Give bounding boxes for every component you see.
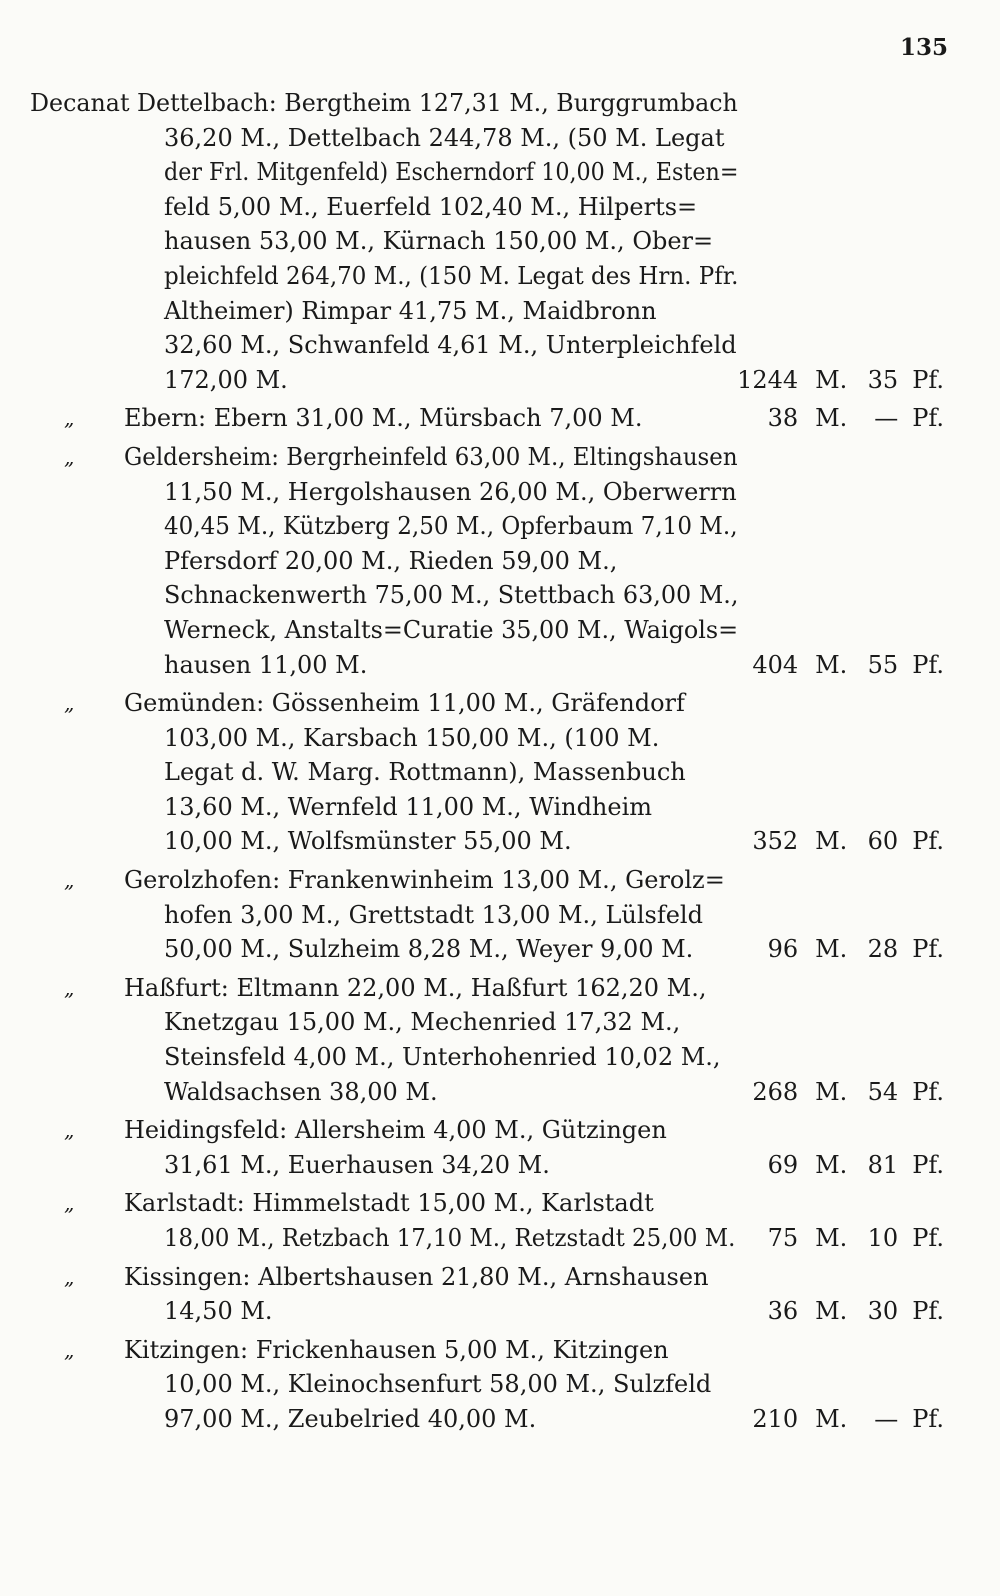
total-mark-unit: M.: [815, 365, 848, 394]
ditto-mark: „: [64, 1191, 75, 1216]
entry-heading-line: [0, 863, 1000, 898]
entry-heading-line: [0, 86, 1000, 121]
entry-text: 172,00 M.: [164, 365, 288, 394]
deanery-entry: [0, 1186, 1000, 1255]
total-pfennig-unit: Pf.: [912, 365, 944, 394]
ditto-mark: „: [64, 1337, 75, 1362]
total-pfennig-amount: 54: [867, 1077, 899, 1106]
entry-text: hausen 11,00 M.: [164, 650, 368, 679]
total-mark-amount: 404: [752, 650, 799, 679]
entry-text: Knetzgau 15,00 M., Mechenried 17,32 M.,: [164, 1008, 681, 1037]
entry-heading-line: [0, 1260, 1000, 1295]
total-pfennig-unit: Pf.: [912, 650, 944, 679]
entry-total: [734, 824, 944, 859]
total-pfennig-unit: Pf.: [912, 827, 944, 856]
entry-continuation-line: [0, 1148, 1000, 1183]
total-mark-amount: 210: [752, 1404, 799, 1433]
total-mark-unit: M.: [815, 1224, 848, 1252]
entry-text: hausen 53,00 M., Kürnach 150,00 M., Ober=: [164, 227, 714, 256]
entry-continuation-line: [0, 544, 1000, 579]
entry-continuation-line: [0, 721, 1000, 756]
entry-text: 32,60 M., Schwanfeld 4,61 M., Unterpleichfeld: [164, 331, 737, 360]
entry-text: Kissingen: Albertshausen 21,80 M., Arnshausen: [124, 1262, 709, 1291]
total-pfennig-amount: 60: [867, 827, 899, 856]
total-mark-unit: M.: [815, 935, 848, 964]
entry-continuation-line: [0, 932, 1000, 967]
entry-text: Pfersdorf 20,00 M., Rieden 59,00 M.,: [164, 546, 618, 575]
total-pfennig-amount: 55: [867, 650, 899, 679]
total-mark-amount: 38: [767, 404, 799, 433]
entry-continuation-line: [0, 1402, 1000, 1437]
entry-heading-line: [0, 971, 1000, 1006]
total-pfennig-amount: 28: [867, 935, 899, 964]
entry-continuation-line: [0, 363, 1000, 398]
deanery-entry: [0, 86, 1000, 397]
entry-heading-line: [0, 401, 1000, 436]
entry-total: [734, 1075, 944, 1110]
entry-continuation-line: [0, 259, 1000, 294]
page-number: 135: [899, 34, 948, 61]
entry-continuation-line: [0, 1367, 1000, 1402]
entry-text: feld 5,00 M., Euerfeld 102,40 M., Hilperts=: [164, 192, 698, 221]
entry-continuation-line: [0, 898, 1000, 933]
entry-continuation-line: [0, 755, 1000, 790]
entry-text: 50,00 M., Sulzheim 8,28 M., Weyer 9,00 M.: [164, 935, 694, 964]
entry-heading-line: [0, 1113, 1000, 1148]
entry-continuation-line: [0, 824, 1000, 859]
entry-heading-line: [0, 1333, 1000, 1368]
deanery-entry: [0, 863, 1000, 967]
entry-total: [734, 363, 944, 398]
entry-continuation-line: [0, 294, 1000, 329]
total-mark-amount: 1244: [737, 365, 799, 394]
ditto-mark: „: [64, 868, 75, 893]
total-mark-unit: M.: [815, 1077, 848, 1106]
entry-continuation-line: [0, 1040, 1000, 1075]
entry-text: 14,50 M.: [164, 1297, 273, 1326]
entry-text: Gemünden: Gössenheim 11,00 M., Gräfendorf: [124, 689, 685, 718]
deanery-entry: [0, 971, 1000, 1109]
entry-continuation-line: [0, 790, 1000, 825]
total-pfennig-amount: 10: [867, 1224, 899, 1252]
total-pfennig-unit: Pf.: [912, 1150, 944, 1179]
entry-total: [734, 401, 944, 436]
deanery-list: [0, 86, 1000, 1441]
total-mark-unit: M.: [815, 404, 848, 433]
entry-continuation-line: [0, 224, 1000, 259]
ditto-mark: „: [64, 406, 75, 431]
entry-text: Heidingsfeld: Allersheim 4,00 M., Gützingen: [124, 1116, 667, 1145]
entry-total: [734, 648, 944, 683]
entry-continuation-line: [0, 190, 1000, 225]
entry-text: Haßfurt: Eltmann 22,00 M., Haßfurt 162,20 M.,: [124, 973, 707, 1002]
entry-text: 11,50 M., Hergolshausen 26,00 M., Oberwerrn: [164, 477, 737, 506]
total-mark-unit: M.: [815, 1297, 848, 1326]
total-mark-unit: M.: [815, 1150, 848, 1179]
entry-heading-line: [0, 1186, 1000, 1221]
entry-text: Kitzingen: Frickenhausen 5,00 M., Kitzingen: [124, 1335, 669, 1364]
ditto-mark: „: [64, 691, 75, 716]
entry-text: 10,00 M., Wolfsmünster 55,00 M.: [164, 827, 572, 856]
ditto-mark: „: [64, 1118, 75, 1143]
total-pfennig-unit: Pf.: [912, 1404, 944, 1433]
total-mark-amount: 96: [767, 935, 799, 964]
entry-total: [734, 1148, 944, 1183]
total-mark-unit: M.: [815, 1404, 848, 1433]
entry-text: 13,60 M., Wernfeld 11,00 M., Windheim: [164, 792, 653, 821]
deanery-entry: [0, 440, 1000, 682]
entry-heading-line: [0, 686, 1000, 721]
entry-continuation-line: [0, 613, 1000, 648]
total-pfennig-unit: Pf.: [912, 935, 944, 964]
entry-text: 40,45 M., Kützberg 2,50 M., Opferbaum 7,10 M.,: [164, 512, 738, 541]
total-pfennig-amount: 30: [867, 1297, 899, 1326]
entry-text: 97,00 M., Zeubelried 40,00 M.: [164, 1404, 537, 1433]
deanery-entry: [0, 1333, 1000, 1437]
entry-text: Karlstadt: Himmelstadt 15,00 M., Karlstadt: [124, 1189, 654, 1218]
entry-text: Schnackenwerth 75,00 M., Stettbach 63,00 M.,: [164, 581, 739, 610]
total-pfennig-amount: 81: [867, 1150, 899, 1179]
entry-text: der Frl. Mitgenfeld) Escherndorf 10,00 M., Esten=: [164, 158, 739, 187]
entry-text: Waldsachsen 38,00 M.: [164, 1077, 438, 1106]
ditto-mark: „: [64, 444, 75, 469]
entry-continuation-line: [0, 578, 1000, 613]
entry-text: 10,00 M., Kleinochsenfurt 58,00 M., Sulzfeld: [164, 1370, 712, 1399]
entry-text: Gerolzhofen: Frankenwinheim 13,00 M., Gerolz=: [124, 866, 725, 895]
entry-continuation-line: [0, 648, 1000, 683]
entry-total: [734, 932, 944, 967]
deanery-entry: [0, 1113, 1000, 1182]
entry-continuation-line: [0, 1221, 1000, 1256]
entry-text: Werneck, Anstalts=Curatie 35,00 M., Waigols=: [164, 615, 739, 644]
entry-continuation-line: [0, 1294, 1000, 1329]
total-pfennig-amount: 35: [867, 365, 899, 394]
entry-text: 31,61 M., Euerhausen 34,20 M.: [164, 1150, 550, 1179]
entry-text: 36,20 M., Dettelbach 244,78 M., (50 M. Legat: [164, 123, 725, 152]
total-mark-amount: 36: [767, 1297, 799, 1326]
total-mark-amount: 69: [767, 1150, 799, 1179]
total-mark-unit: M.: [815, 827, 848, 856]
entry-continuation-line: [0, 1005, 1000, 1040]
total-mark-amount: 352: [752, 827, 799, 856]
entry-text: Decanat Dettelbach: Bergtheim 127,31 M., Burggrumbach: [30, 89, 738, 117]
entry-text: hofen 3,00 M., Grettstadt 13,00 M., Lülsfeld: [164, 900, 703, 929]
total-pfennig-amount: —: [874, 404, 899, 433]
total-pfennig-unit: Pf.: [912, 1077, 944, 1106]
entry-text: pleichfeld 264,70 M., (150 M. Legat des Hrn. Pfr.: [164, 261, 739, 290]
entry-text: 103,00 M., Karsbach 150,00 M., (100 M.: [164, 723, 660, 752]
entry-continuation-line: [0, 509, 1000, 544]
entry-text: Altheimer) Rimpar 41,75 M., Maidbronn: [164, 296, 657, 325]
ditto-mark: „: [64, 1264, 75, 1289]
entry-text: 18,00 M., Retzbach 17,10 M., Retzstadt 25,00 M.: [164, 1224, 736, 1252]
entry-continuation-line: [0, 1075, 1000, 1110]
entry-text: Ebern: Ebern 31,00 M., Mürsbach 7,00 M.: [124, 404, 643, 433]
deanery-entry: [0, 401, 1000, 436]
total-pfennig-unit: Pf.: [912, 1224, 944, 1252]
entry-total: [734, 1294, 944, 1329]
total-mark-unit: M.: [815, 650, 848, 679]
entry-continuation-line: [0, 328, 1000, 363]
ditto-mark: „: [64, 975, 75, 1000]
entry-total: [734, 1221, 944, 1256]
entry-text: Geldersheim: Bergrheinfeld 63,00 M., Eltingshausen: [124, 442, 738, 471]
entry-continuation-line: [0, 475, 1000, 510]
entry-continuation-line: [0, 155, 1000, 190]
total-mark-amount: 268: [752, 1077, 799, 1106]
entry-total: [734, 1402, 944, 1437]
entry-heading-line: [0, 440, 1000, 475]
total-pfennig-unit: Pf.: [912, 404, 944, 433]
total-pfennig-unit: Pf.: [912, 1297, 944, 1326]
entry-text: Legat d. W. Marg. Rottmann), Massenbuch: [164, 758, 686, 787]
total-pfennig-amount: —: [874, 1404, 899, 1433]
total-mark-amount: 75: [767, 1224, 799, 1252]
deanery-entry: [0, 686, 1000, 859]
entry-text: Steinsfeld 4,00 M., Unterhohenried 10,02 M.,: [164, 1043, 721, 1072]
entry-continuation-line: [0, 121, 1000, 156]
deanery-entry: [0, 1260, 1000, 1329]
